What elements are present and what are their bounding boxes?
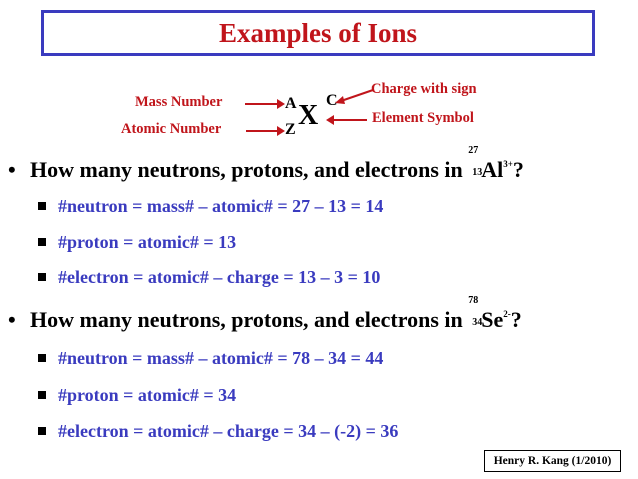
notation-Z: Z (285, 121, 296, 138)
answer-2-neutron: #neutron = mass# – atomic# = 78 – 34 = 44 (38, 348, 383, 369)
answer-2-proton: #proton = atomic# = 34 (38, 385, 236, 406)
isotope-al: 27 13 $Al^{3+}$ (468, 145, 513, 182)
square-bullet-icon (38, 238, 46, 246)
title-box (41, 10, 595, 56)
bullet-icon: • (8, 307, 16, 332)
square-bullet-icon (38, 202, 46, 210)
charge-label: Charge with sign (371, 81, 477, 97)
notation-C: C (326, 92, 338, 109)
square-bullet-icon (38, 273, 46, 281)
credit-box: Henry R. Kang (1/2010) (484, 450, 621, 472)
atomic-number-label: Atomic Number (121, 121, 222, 137)
element-arrow (333, 119, 367, 121)
mass-arrow (245, 103, 278, 105)
isotope-se: 78 34 $Se^{2-}$ (468, 295, 511, 332)
answer-1-neutron: #neutron = mass# – atomic# = 27 – 13 = 14 (38, 196, 383, 217)
square-bullet-icon (38, 354, 46, 362)
atomic-arrow (246, 130, 278, 132)
notation-A: A (285, 95, 297, 112)
question-2: • How many neutrons, protons, and electrons in 78 34 $Se^{2-}$? (8, 295, 522, 332)
square-bullet-icon (38, 427, 46, 435)
answer-2-electron: #electron = atomic# – charge = 34 – (-2) = 36 (38, 421, 398, 442)
bullet-icon: • (8, 157, 16, 182)
page-title: Examples of Ions (218, 17, 418, 48)
answer-1-electron: #electron = atomic# – charge = 13 – 3 = 10 (38, 267, 380, 288)
element-symbol-label: Element Symbol (372, 110, 474, 126)
charge-arrow (333, 88, 375, 106)
question-1: • How many neutrons, protons, and electrons in 27 13 $Al^{3+}$? (8, 145, 524, 182)
notation-X: X (298, 100, 319, 131)
square-bullet-icon (38, 391, 46, 399)
answer-1-proton: #proton = atomic# = 13 (38, 232, 236, 253)
mass-number-label: Mass Number (135, 94, 223, 110)
